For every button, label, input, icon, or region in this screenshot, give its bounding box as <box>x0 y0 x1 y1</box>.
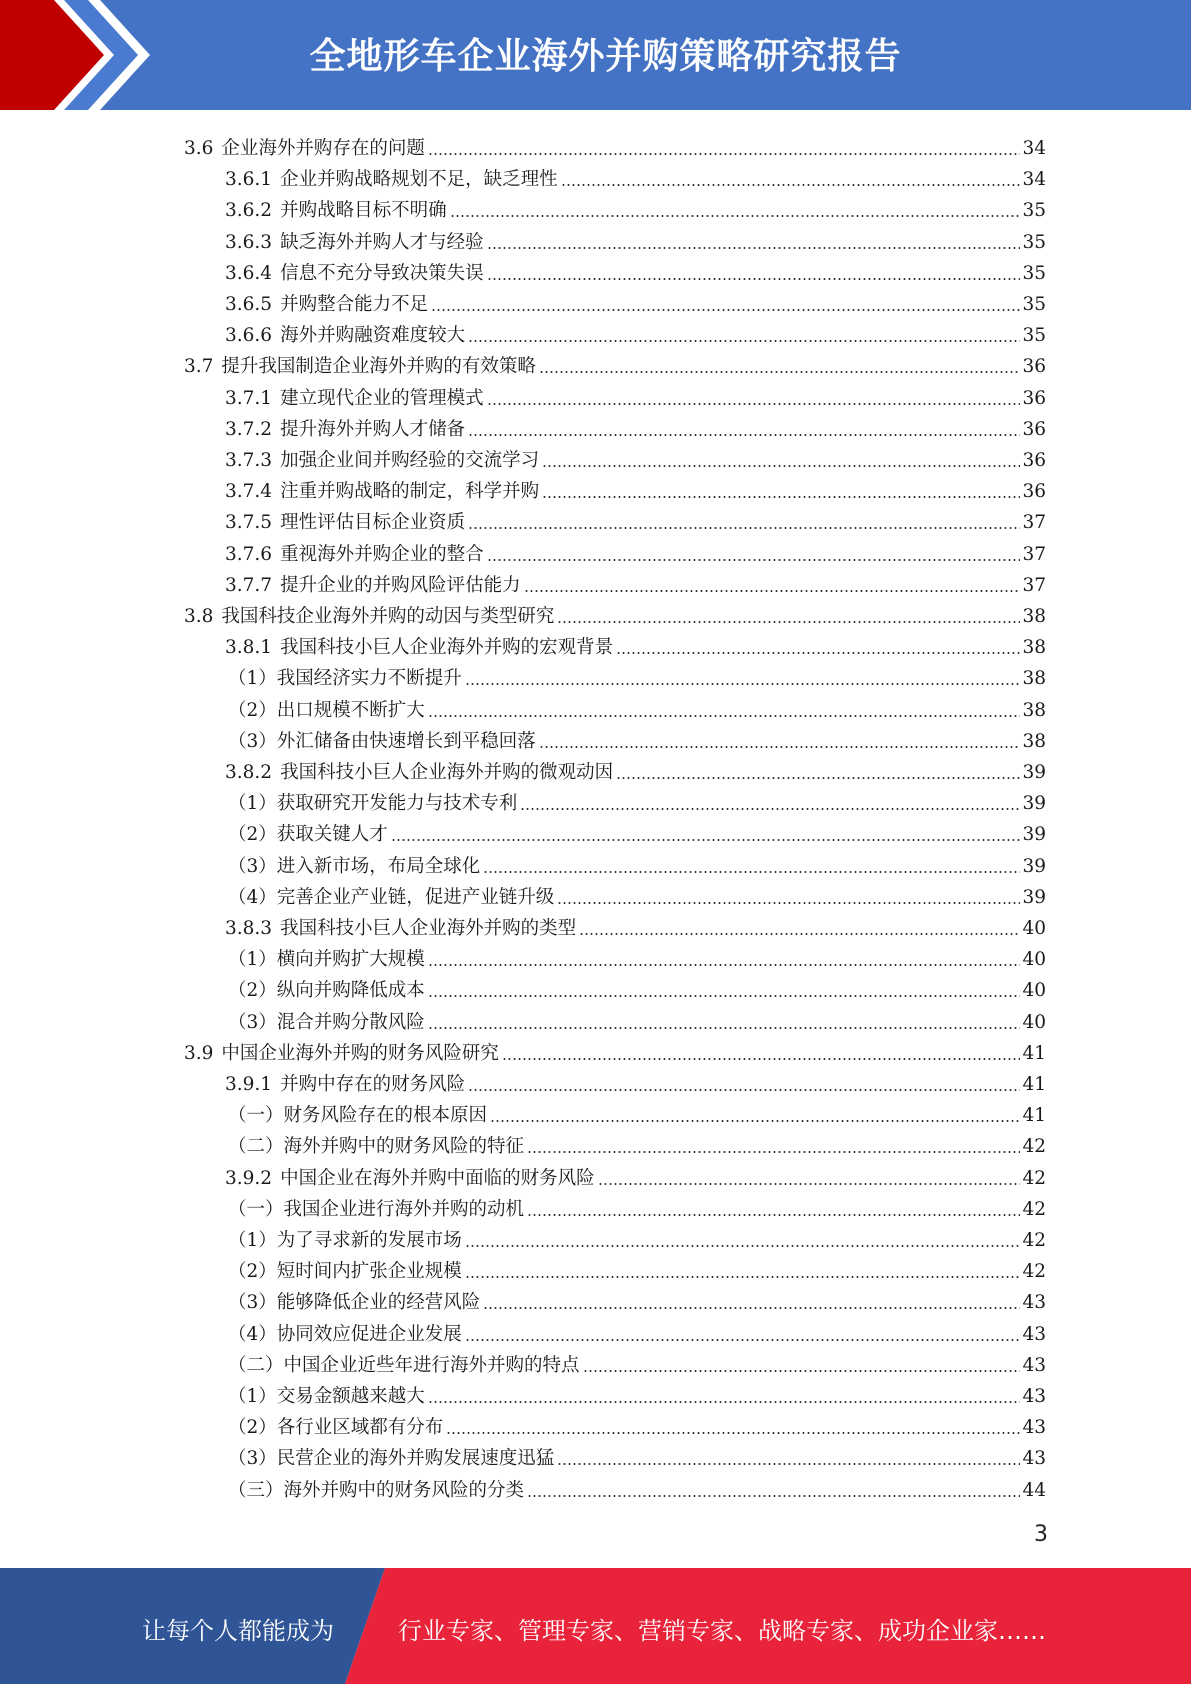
toc-entry-title: 缺乏海外并购人才与经验 <box>280 231 484 253</box>
toc-entry[interactable] <box>225 160 1046 191</box>
toc-entry-title: （3）外汇储备由快速增长到平稳回落 <box>228 730 536 752</box>
toc-entry-page: 38 <box>1022 637 1046 659</box>
toc-entry[interactable] <box>225 285 1046 316</box>
toc-entry[interactable] <box>228 722 1046 753</box>
toc-entry-title: 中国企业在海外并购中面临的财务风险 <box>280 1167 595 1189</box>
toc-entry[interactable] <box>228 691 1046 722</box>
toc-entry-page: 42 <box>1022 1261 1046 1283</box>
toc-entry-page: 37 <box>1022 543 1046 565</box>
toc-entry-title: （二）海外并购中的财务风险的特征 <box>228 1136 525 1158</box>
toc-entry-page: 35 <box>1022 325 1046 347</box>
toc-entry-page: 43 <box>1022 1323 1046 1345</box>
toc-entry-title: （1）获取研究开发能力与技术专利 <box>228 793 518 815</box>
dot-leader <box>487 403 1021 405</box>
toc-entry-page: 39 <box>1022 762 1046 783</box>
dot-leader <box>542 465 1020 467</box>
toc-entry-number: 3.8.2 <box>225 762 273 783</box>
dot-leader <box>428 995 1021 997</box>
toc-entry[interactable] <box>184 597 1046 628</box>
toc-entry-page: 36 <box>1022 387 1046 409</box>
toc-entry-page: 43 <box>1022 1417 1046 1439</box>
dot-leader <box>557 1463 1020 1465</box>
dot-leader <box>391 839 1021 841</box>
toc-entry-title: 重视海外并购企业的整合 <box>280 543 484 565</box>
toc-entry-title: （1）横向并购扩大规模 <box>228 949 425 971</box>
dot-leader <box>446 1432 1020 1434</box>
toc-entry-page: 36 <box>1022 418 1046 440</box>
toc-entry[interactable] <box>228 1283 1046 1314</box>
dot-leader <box>583 1370 1021 1372</box>
dot-leader <box>527 1495 1020 1497</box>
toc-entry-title: （三）海外并购中的财务风险的分类 <box>228 1479 525 1501</box>
toc-entry-page: 42 <box>1022 1198 1046 1220</box>
dot-leader <box>616 777 1020 779</box>
document-title: 全地形车企业海外并购策略研究报告 <box>309 36 902 77</box>
dot-leader <box>490 1120 1020 1122</box>
toc-entry[interactable] <box>225 503 1046 534</box>
header-banner <box>0 0 1191 110</box>
toc-entry-number: 3.9 <box>184 1042 214 1064</box>
toc-entry-number: 3.9.1 <box>225 1074 273 1095</box>
toc-entry[interactable] <box>228 1127 1046 1158</box>
dot-leader <box>465 1276 1021 1278</box>
toc-entry-title: 并购整合能力不足 <box>280 294 429 315</box>
toc-entry[interactable] <box>225 753 1046 784</box>
toc-entry-page: 36 <box>1022 356 1046 378</box>
toc-entry[interactable] <box>228 1408 1046 1439</box>
toc-entry-title: （2）各行业区域都有分布 <box>228 1417 444 1439</box>
toc-entry-title: （一）财务风险存在的根本原因 <box>228 1105 488 1127</box>
toc-entry-title: 我国科技小巨人企业海外并购的微观动因 <box>280 762 614 783</box>
toc-entry-title: 提升企业的并购风险评估能力 <box>280 574 521 596</box>
toc-entry[interactable] <box>225 410 1046 441</box>
toc-entry-page: 43 <box>1022 1354 1046 1376</box>
dot-leader <box>468 340 1020 342</box>
footer-slogan-right: 行业专家、管理专家、营销专家、战略专家、成功企业家…… <box>398 1617 1046 1645</box>
toc-entry-number: 3.6 <box>184 138 214 159</box>
toc-entry-page: 38 <box>1022 668 1046 690</box>
toc-entry[interactable] <box>228 1221 1046 1252</box>
toc-entry-page: 41 <box>1022 1042 1046 1064</box>
dot-leader <box>557 902 1020 904</box>
toc-entry[interactable] <box>184 1034 1046 1065</box>
dot-leader <box>465 1245 1021 1247</box>
dot-leader <box>539 746 1021 748</box>
toc-entry-page: 35 <box>1022 262 1046 284</box>
toc-entry-page: 40 <box>1022 949 1046 971</box>
toc-entry[interactable] <box>225 566 1046 597</box>
toc-entry[interactable] <box>225 909 1046 940</box>
dot-leader <box>483 1307 1020 1309</box>
toc-entry[interactable] <box>225 535 1046 566</box>
toc-entry-page: 39 <box>1022 824 1046 846</box>
toc-entry-number: 3.6.5 <box>225 294 273 315</box>
toc-entry-page: 40 <box>1022 1011 1046 1033</box>
toc-entry-title: （3）进入新市场，布局全球化 <box>228 855 481 877</box>
toc-entry-page: 36 <box>1022 481 1046 503</box>
toc-entry-title: （1）交易金额越来越大 <box>228 1386 425 1407</box>
toc-entry-page: 39 <box>1022 855 1046 877</box>
dot-leader <box>428 1401 1021 1403</box>
toc-entry[interactable] <box>228 1346 1046 1377</box>
toc-entry-title: （1）我国经济实力不断提升 <box>228 668 462 690</box>
toc-entry-title: （3）民营企业的海外并购发展速度迅猛 <box>228 1448 555 1470</box>
dot-leader <box>468 527 1020 529</box>
toc-entry-page: 42 <box>1022 1230 1046 1251</box>
toc-entry-page: 39 <box>1022 886 1046 908</box>
toc-entry-number: 3.7.3 <box>225 450 273 471</box>
toc-entry[interactable] <box>228 878 1046 909</box>
toc-entry[interactable] <box>228 847 1046 878</box>
toc-entry-page: 39 <box>1022 793 1046 815</box>
toc-entry[interactable] <box>225 191 1046 222</box>
dot-leader <box>428 1027 1021 1029</box>
toc-entry-number: 3.7.1 <box>225 387 273 409</box>
dot-leader <box>483 871 1020 873</box>
toc-entry-title: 理性评估目标企业资质 <box>280 512 466 534</box>
dot-leader <box>616 652 1020 654</box>
toc-entry-title: （3）能够降低企业的经营风险 <box>228 1292 481 1314</box>
dot-leader <box>527 1214 1020 1216</box>
dot-leader <box>527 1151 1020 1153</box>
toc-entry-title: 海外并购融资难度较大 <box>280 325 466 347</box>
toc-entry-title: 信息不充分导致决策失误 <box>280 262 484 284</box>
toc-entry-page: 43 <box>1022 1448 1046 1470</box>
toc-entry-page: 35 <box>1022 231 1046 253</box>
toc-entry-number: 3.7.5 <box>225 512 273 534</box>
dot-leader <box>520 808 1020 810</box>
toc-entry-page: 34 <box>1022 138 1046 159</box>
toc-entry-title: （2）纵向并购降低成本 <box>228 980 425 1002</box>
toc-entry-title: 我国科技小巨人企业海外并购的类型 <box>280 918 577 939</box>
toc-entry-title: （一）我国企业进行海外并购的动机 <box>228 1198 525 1220</box>
dot-leader <box>487 559 1021 561</box>
toc-entry[interactable] <box>225 441 1046 472</box>
toc-entry[interactable] <box>228 659 1046 690</box>
toc-entry-number: 3.6.1 <box>225 169 273 191</box>
toc-entry-title: 并购中存在的财务风险 <box>280 1074 466 1095</box>
toc-entry-number: 3.8.3 <box>225 918 273 939</box>
toc-entry-page: 34 <box>1022 169 1046 191</box>
toc-entry[interactable] <box>228 1315 1046 1346</box>
toc-entry[interactable] <box>228 1190 1046 1221</box>
dot-leader <box>487 247 1021 249</box>
dot-leader <box>465 683 1021 685</box>
toc-entry-number: 3.6.3 <box>225 231 273 253</box>
toc-entry[interactable] <box>228 1471 1046 1502</box>
dot-leader <box>428 715 1021 717</box>
toc-entry-page: 43 <box>1022 1292 1046 1314</box>
footer-slogan-left: 让每个人都能成为 <box>142 1617 334 1645</box>
toc-entry-title: （二）中国企业近些年进行海外并购的特点 <box>228 1354 580 1376</box>
toc-entry-title: 我国科技小巨人企业海外并购的宏观背景 <box>280 637 614 659</box>
toc-entry[interactable] <box>184 347 1046 378</box>
toc-entry-page: 37 <box>1022 512 1046 534</box>
page-number: 3 <box>1034 1522 1048 1547</box>
toc-entry-number: 3.7 <box>184 356 214 378</box>
toc-entry-number: 3.6.4 <box>225 262 273 284</box>
toc-entry-page: 37 <box>1022 574 1046 596</box>
dot-leader <box>465 1339 1021 1341</box>
toc-entry-title: （4）完善企业产业链，促进产业链升级 <box>228 886 555 908</box>
toc-entry-title: 加强企业间并购经验的交流学习 <box>280 450 540 471</box>
toc-entry-title: （4）协同效应促进企业发展 <box>228 1323 462 1345</box>
toc-entry-number: 3.6.2 <box>225 200 273 222</box>
dot-leader <box>487 278 1021 280</box>
toc-entry-number: 3.7.2 <box>225 418 273 440</box>
toc-entry-number: 3.8 <box>184 606 214 627</box>
toc-entry-title: （2）短时间内扩张企业规模 <box>228 1261 462 1283</box>
dot-leader <box>428 964 1021 966</box>
toc-entry[interactable] <box>228 1096 1046 1127</box>
dot-leader <box>598 1183 1021 1185</box>
toc-entry[interactable] <box>228 1252 1046 1283</box>
toc-entry-number: 3.7.7 <box>225 574 273 596</box>
toc-entry-number: 3.7.6 <box>225 543 273 565</box>
toc-entry-title: 提升我国制造企业海外并购的有效策略 <box>221 356 536 378</box>
toc-entry[interactable] <box>228 1003 1046 1034</box>
toc-entry-page: 44 <box>1022 1479 1046 1501</box>
toc-entry[interactable] <box>225 254 1046 285</box>
toc-entry[interactable] <box>228 815 1046 846</box>
dot-leader <box>428 153 1021 155</box>
toc-entry[interactable] <box>228 971 1046 1002</box>
toc-entry-page: 40 <box>1022 980 1046 1002</box>
toc-entry-number: 3.7.4 <box>225 481 273 503</box>
dot-leader <box>502 1058 1021 1060</box>
toc-entry-page: 41 <box>1022 1074 1046 1095</box>
toc-entry-number: 3.6.6 <box>225 325 273 347</box>
toc-entry-number: 3.8.1 <box>225 637 273 659</box>
toc-entry-page: 42 <box>1022 1136 1046 1158</box>
toc-entry-page: 35 <box>1022 294 1046 315</box>
footer-banner <box>0 1568 1191 1684</box>
toc-entry[interactable] <box>184 129 1046 160</box>
dot-leader <box>468 434 1020 436</box>
toc-entry[interactable] <box>228 1439 1046 1470</box>
toc-entry[interactable] <box>225 316 1046 347</box>
toc-entry-page: 35 <box>1022 200 1046 222</box>
toc-entry[interactable] <box>225 472 1046 503</box>
toc-entry-title: （1）为了寻求新的发展市场 <box>228 1230 462 1251</box>
toc-entry-page: 38 <box>1022 606 1046 627</box>
toc-entry[interactable] <box>225 1065 1046 1096</box>
dot-leader <box>579 933 1020 935</box>
toc-entry-title: 企业海外并购存在的问题 <box>221 138 425 159</box>
toc-entry-title: 注重并购战略的制定，科学并购 <box>280 481 540 503</box>
toc-entry-title: （3）混合并购分散风险 <box>228 1011 425 1033</box>
toc-entry-page: 43 <box>1022 1386 1046 1407</box>
toc-entry-page: 41 <box>1022 1105 1046 1127</box>
dot-leader <box>542 496 1020 498</box>
toc-entry-number: 3.9.2 <box>225 1167 273 1189</box>
toc-entry-page: 42 <box>1022 1167 1046 1189</box>
toc-entry-title: 中国企业海外并购的财务风险研究 <box>221 1042 499 1064</box>
toc-entry-title: 我国科技企业海外并购的动因与类型研究 <box>221 606 555 627</box>
toc-entry-title: 并购战略目标不明确 <box>280 200 447 222</box>
toc-entry-page: 40 <box>1022 918 1046 939</box>
dot-leader <box>561 184 1021 186</box>
toc-entry[interactable] <box>225 223 1046 254</box>
dot-leader <box>468 1089 1020 1091</box>
toc-entry-title: 提升海外并购人才储备 <box>280 418 466 440</box>
dot-leader <box>539 371 1021 373</box>
toc-entry[interactable] <box>225 1159 1046 1190</box>
toc-entry[interactable] <box>225 628 1046 659</box>
dot-leader <box>557 621 1020 623</box>
toc-entry-title: （2）获取关键人才 <box>228 824 388 846</box>
toc-entry-page: 38 <box>1022 699 1046 721</box>
toc-entry-page: 38 <box>1022 730 1046 752</box>
toc-entry[interactable] <box>225 379 1046 410</box>
toc-entry[interactable] <box>228 784 1046 815</box>
toc-entry[interactable] <box>228 940 1046 971</box>
dot-leader <box>450 215 1021 217</box>
toc-entry-page: 36 <box>1022 450 1046 471</box>
toc-entry-title: （2）出口规模不断扩大 <box>228 699 425 721</box>
toc-entry-title: 企业并购战略规划不足，缺乏理性 <box>280 169 558 191</box>
toc-entry[interactable] <box>228 1377 1046 1408</box>
dot-leader <box>431 309 1020 311</box>
dot-leader <box>524 590 1021 592</box>
toc-entry-title: 建立现代企业的管理模式 <box>280 387 484 409</box>
